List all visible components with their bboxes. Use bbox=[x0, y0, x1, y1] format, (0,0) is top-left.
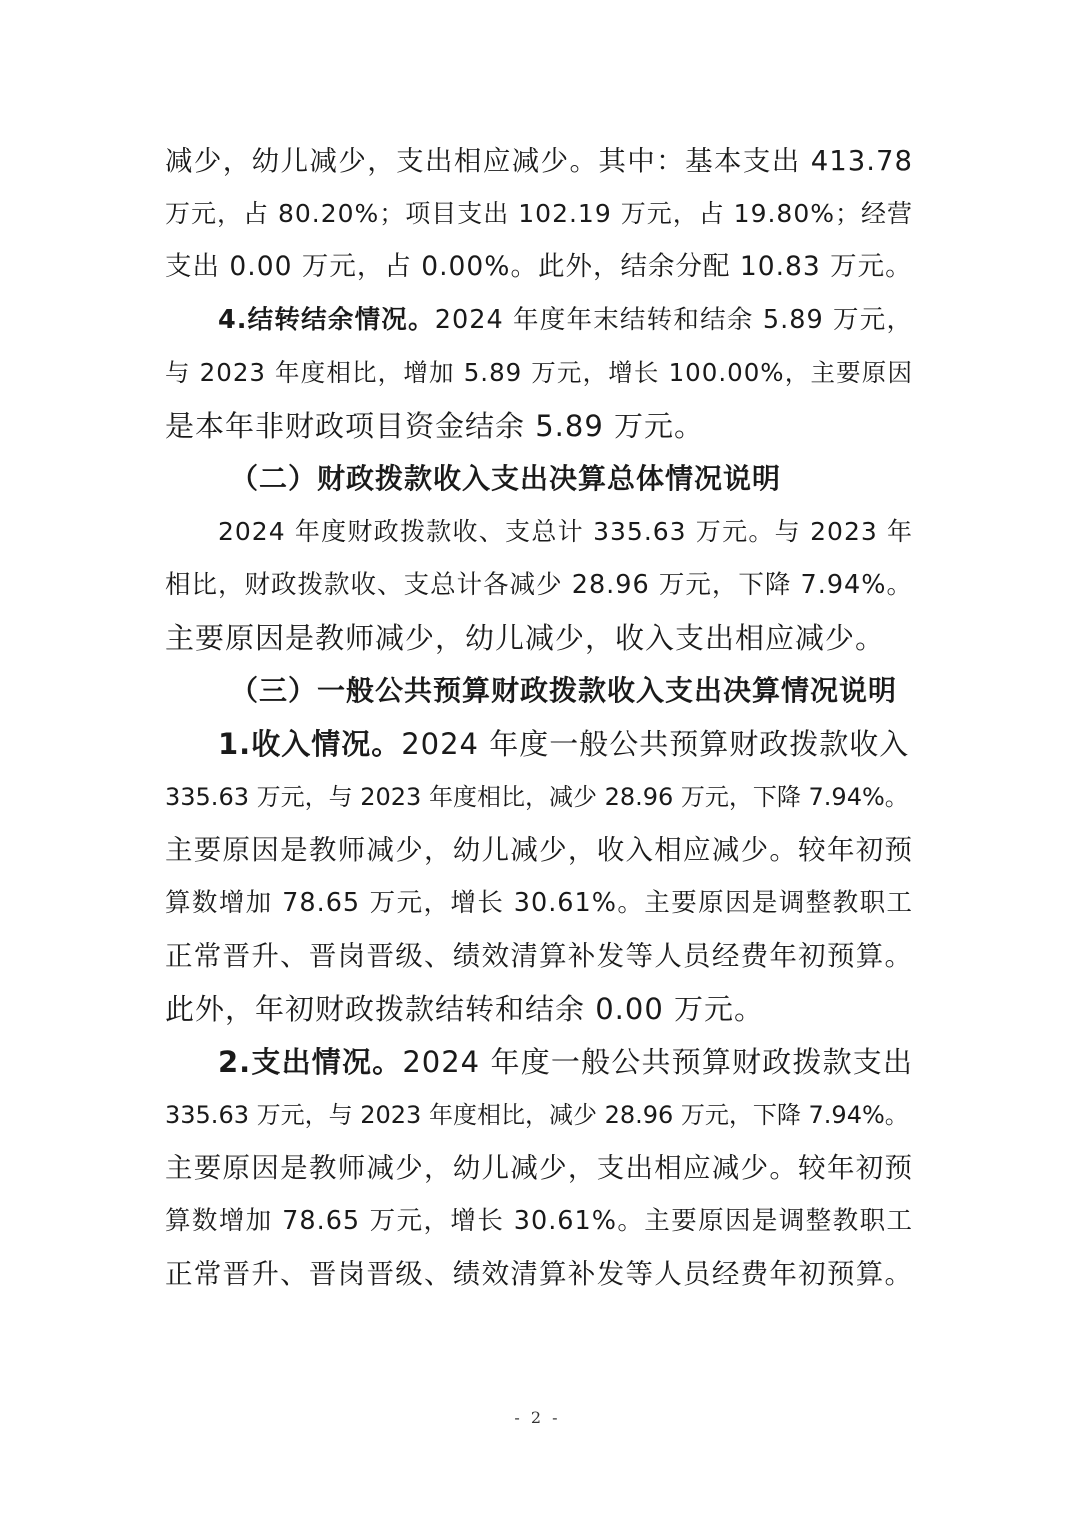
text-line: 主要原因是教师减少，幼儿减少，收入支出相应减少。 bbox=[165, 621, 886, 655]
text-run: 2024 年度一般公共预算财政拨款支出 bbox=[402, 1045, 913, 1079]
text-line: 主要原因是教师减少，幼儿减少，支出相应减少。较年初预 bbox=[165, 1152, 913, 1184]
section-heading-general-budget: （三）一般公共预算财政拨款收入支出决算情况说明 bbox=[230, 674, 898, 707]
page-number: - 2 - bbox=[514, 1408, 561, 1427]
text-line: 支出 0.00 万元，占 0.00%。此外，结余分配 10.83 万元。 bbox=[165, 251, 913, 282]
paragraph-expenditure-first-line bbox=[218, 1044, 913, 1080]
text-line: 与 2023 年度相比，增加 5.89 万元，增长 100.00%，主要原因 bbox=[165, 358, 913, 387]
text-run: 2024 年度年末结转和结余 5.89 万元， bbox=[434, 305, 913, 335]
text-line: 正常晋升、晋岗晋级、绩效清算补发等人员经费年初预算。 bbox=[165, 1258, 913, 1290]
paragraph-carryover-first-line bbox=[218, 302, 913, 338]
section-lead-expenditure: 2.支出情况。 bbox=[218, 1045, 403, 1079]
section-heading-fiscal-overview: （二）财政拨款收入支出决算总体情况说明 bbox=[230, 462, 782, 495]
text-line: 此外，年初财政拨款结转和结余 0.00 万元。 bbox=[165, 992, 765, 1026]
text-line: 是本年非财政项目资金结余 5.89 万元。 bbox=[165, 409, 705, 443]
text-line: 算数增加 78.65 万元，增长 30.61%。主要原因是调整教职工 bbox=[165, 1206, 913, 1236]
text-line: 万元，占 80.20%；项目支出 102.19 万元，占 19.80%；经营 bbox=[165, 199, 913, 228]
text-line: 335.63 万元，与 2023 年度相比，减少 28.96 万元，下降 7.94%。 bbox=[165, 1101, 909, 1129]
section-lead-income: 1.收入情况。 bbox=[218, 727, 402, 761]
text-line: 正常晋升、晋岗晋级、绩效清算补发等人员经费年初预算。 bbox=[165, 940, 913, 972]
text-run: 2024 年度一般公共预算财政拨款收入 bbox=[401, 727, 910, 761]
text-line: 减少，幼儿减少，支出相应减少。其中：基本支出 413.78 bbox=[165, 145, 913, 177]
text-line: 335.63 万元，与 2023 年度相比，减少 28.96 万元，下降 7.94%。 bbox=[165, 783, 909, 811]
text-line: 算数增加 78.65 万元，增长 30.61%。主要原因是调整教职工 bbox=[165, 888, 913, 918]
paragraph-income-first-line bbox=[218, 726, 913, 762]
text-line: 相比，财政拨款收、支总计各减少 28.96 万元，下降 7.94%。 bbox=[165, 570, 913, 600]
text-line: 主要原因是教师减少，幼儿减少，收入相应减少。较年初预 bbox=[165, 834, 913, 866]
text-line: 2024 年度财政拨款收、支总计 335.63 万元。与 2023 年 bbox=[218, 517, 913, 546]
section-lead-carryover: 4.结转结余情况。 bbox=[218, 305, 435, 335]
